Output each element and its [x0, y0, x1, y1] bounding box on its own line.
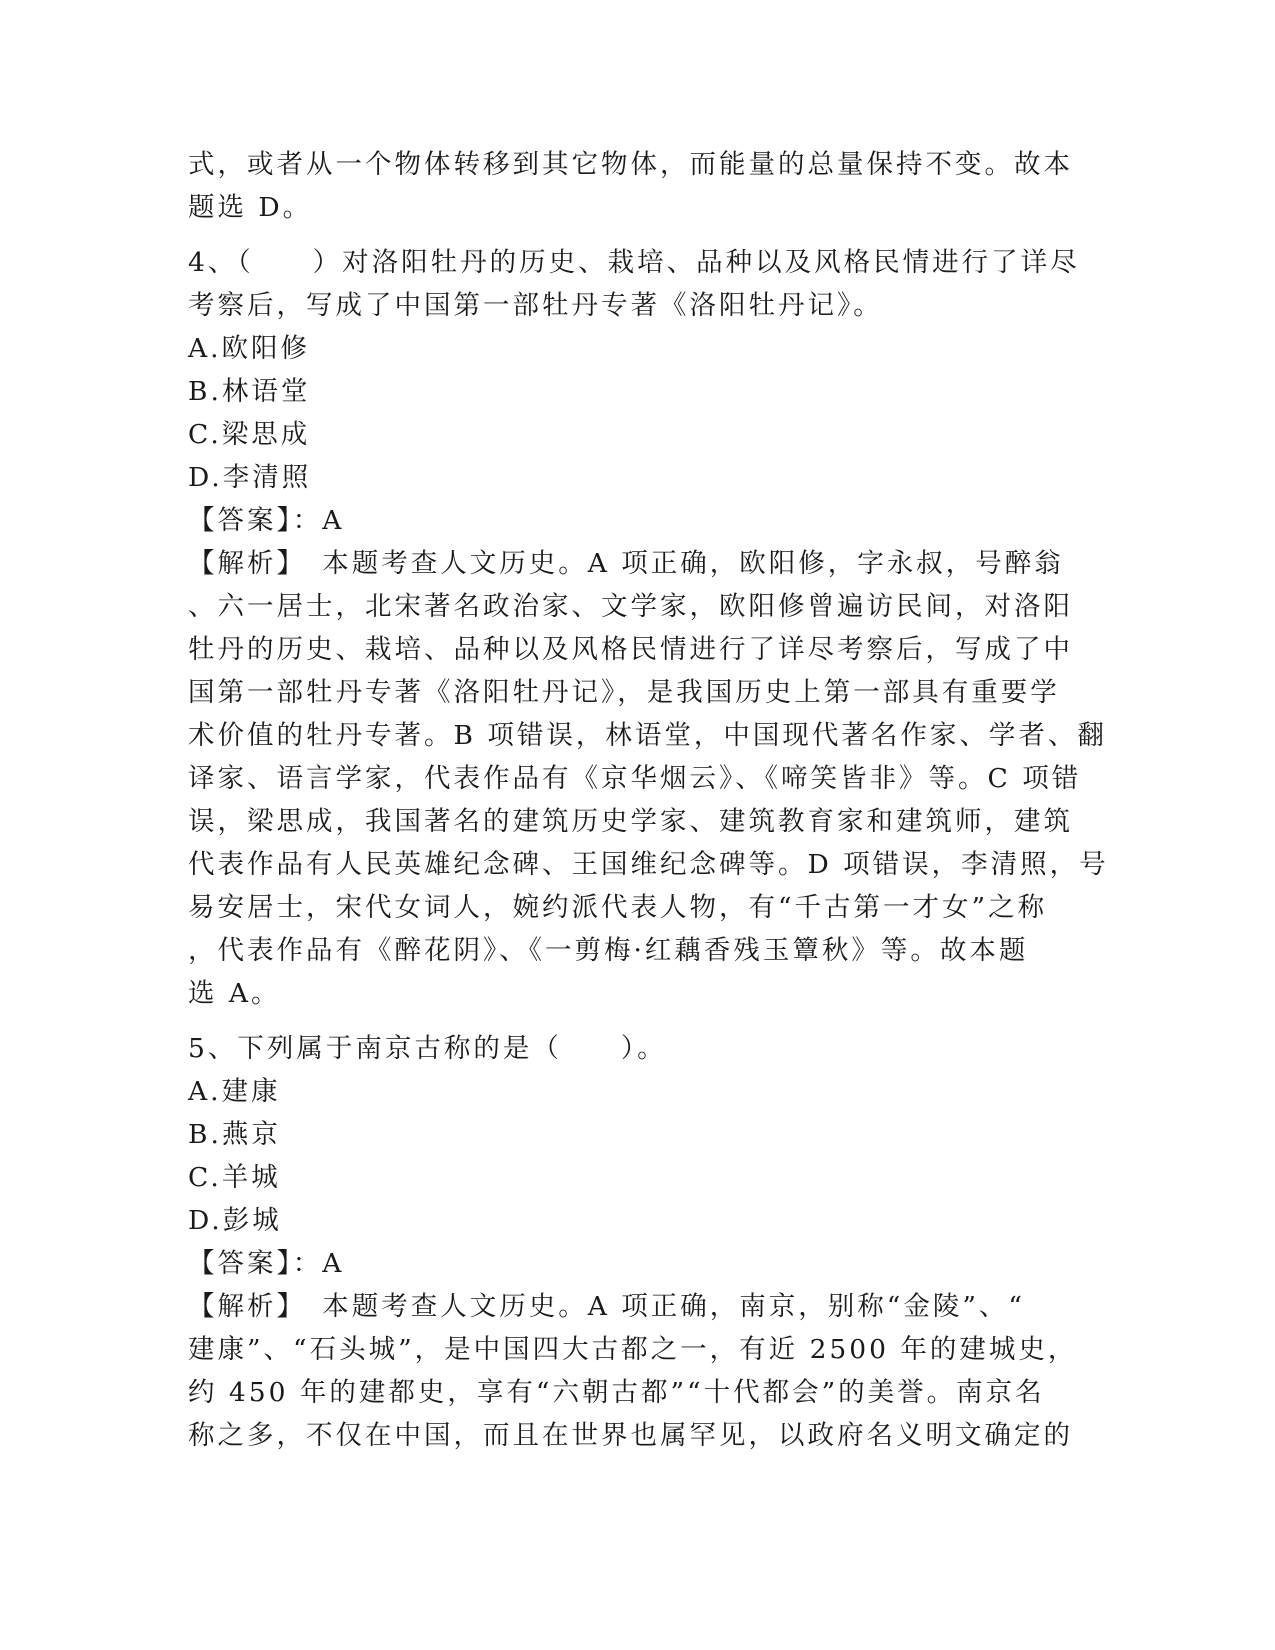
analysis-line: ，代表作品有《醉花阴》、《一剪梅·红藕香残玉簟秋》等。故本题 — [188, 935, 1029, 966]
intro-line: 式，或者从一个物体转移到其它物体，而能量的总量保持不变。故本 — [188, 149, 1073, 180]
option-a: A.建康 — [188, 1076, 281, 1107]
answer-line: 【答案】：A — [188, 1248, 345, 1279]
option-c: C.羊城 — [188, 1162, 281, 1193]
option-d: D.彭城 — [188, 1205, 282, 1236]
analysis-line: 译家、语言学家，代表作品有《京华烟云》、《啼笑皆非》等。C 项错 — [188, 763, 1082, 794]
document-page — [188, 143, 1109, 1457]
option-a: A.欧阳修 — [188, 333, 311, 364]
analysis-line: 误，梁思成，我国著名的建筑历史学家、建筑教育家和建筑师，建筑 — [188, 806, 1073, 837]
option-c: C.梁思成 — [188, 419, 311, 450]
analysis-line: 建康”、“石头城”，是中国四大古都之一，有近 2500 年的建城史， — [188, 1334, 1078, 1365]
analysis-line: 国第一部牡丹专著《洛阳牡丹记》，是我国历史上第一部具有重要学 — [188, 677, 1060, 708]
question-stem-line: 4、（ ）对洛阳牡丹的历史、栽培、品种以及风格民情进行了详尽 — [188, 247, 1080, 278]
question-stem-line: 5、下列属于南京古称的是（ ）。 — [188, 1033, 667, 1064]
intro-line: 题选 D。 — [188, 192, 313, 223]
analysis-paragraph — [188, 1285, 1088, 1457]
analysis-line: 术价值的牡丹专著。B 项错误，林语堂，中国现代著名作家、学者、翻 — [188, 720, 1107, 751]
answer-line: 【答案】：A — [188, 505, 345, 536]
option-b: B.燕京 — [188, 1119, 281, 1150]
question-5 — [188, 1027, 1088, 1457]
analysis-line: 【解析】 本题考查人文历史。A 项正确，欧阳修，字永叔，号醉翁 — [188, 548, 1064, 579]
analysis-line: 约 450 年的建都史，享有“六朝古都”“十代都会”的美誉。南京名 — [188, 1377, 1045, 1408]
paragraph-gap — [188, 1015, 1088, 1027]
question-4 — [188, 241, 1109, 1015]
analysis-line: 选 A。 — [188, 978, 281, 1009]
analysis-line: 称之多，不仅在中国，而且在世界也属罕见，以政府名义明文确定的 — [188, 1420, 1073, 1451]
option-d: D.李清照 — [188, 462, 312, 493]
question-stem-line: 考察后，写成了中国第一部牡丹专著《洛阳牡丹记》。 — [188, 290, 883, 321]
analysis-line: 牡丹的历史、栽培、品种以及风格民情进行了详尽考察后，写成了中 — [188, 634, 1073, 665]
paragraph-gap — [188, 229, 1088, 241]
analysis-line: 代表作品有人民英雄纪念碑、王国维纪念碑等。D 项错误，李清照，号 — [188, 849, 1109, 880]
option-b: B.林语堂 — [188, 376, 311, 407]
intro-paragraph — [188, 143, 1088, 229]
analysis-line: 、六一居士，北宋著名政治家、文学家，欧阳修曾遍访民间，对洛阳 — [188, 591, 1073, 622]
analysis-paragraph — [188, 542, 1109, 1015]
analysis-line: 易安居士，宋代女词人，婉约派代表人物，有“千古第一才女”之称 — [188, 892, 1048, 923]
analysis-line: 【解析】 本题考查人文历史。A 项正确，南京，别称“金陵”、“ — [188, 1291, 1025, 1322]
